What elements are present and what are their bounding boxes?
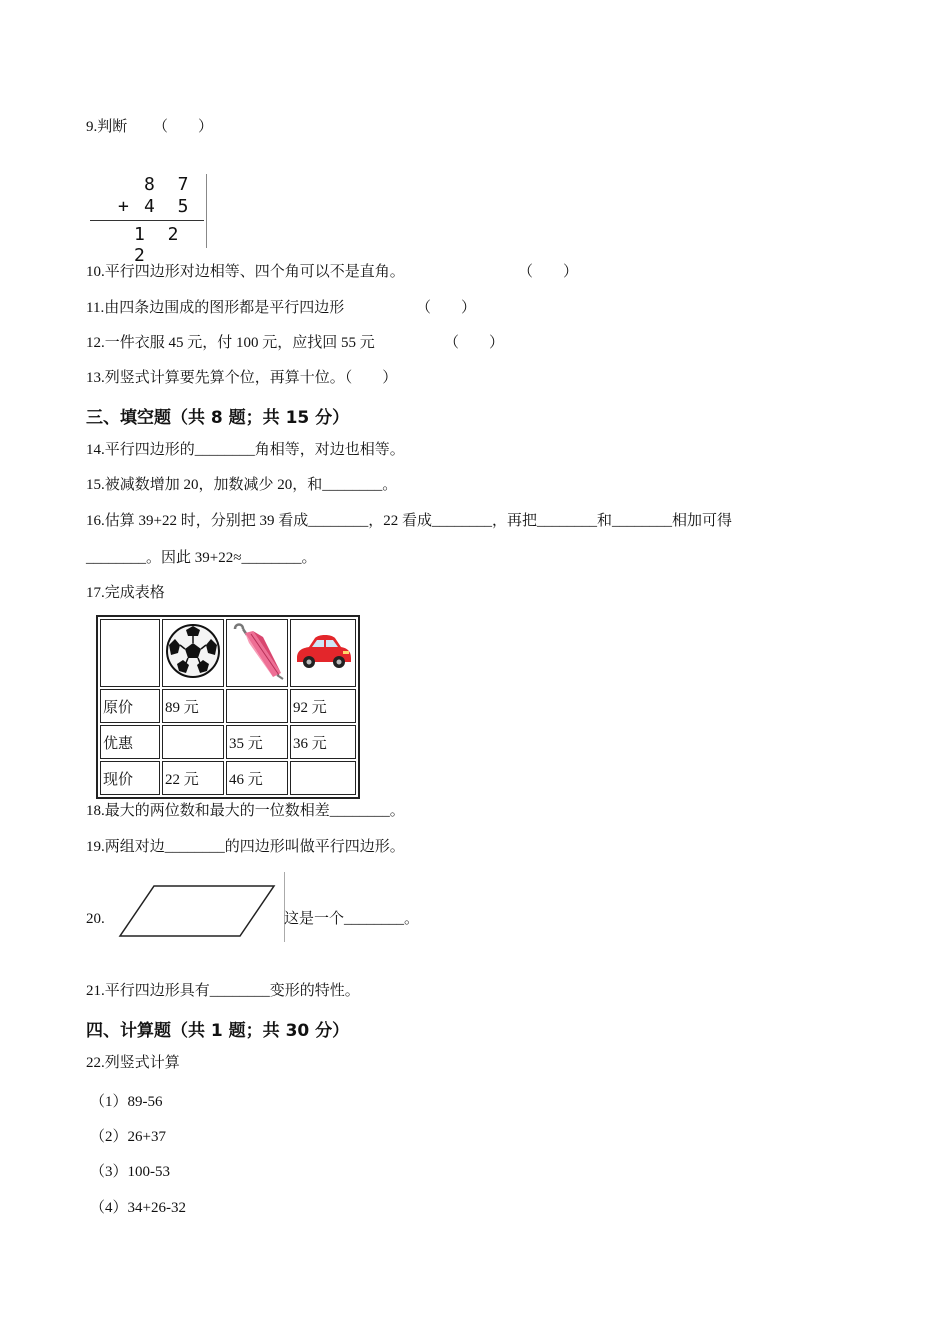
price-table-image-row bbox=[100, 619, 356, 687]
q10-line bbox=[86, 262, 579, 282]
parallelogram-shape bbox=[116, 872, 284, 942]
umbrella-icon bbox=[229, 621, 285, 681]
q11-text: 11.由四条边围成的图形都是平行四边形 bbox=[86, 300, 345, 316]
q12-line bbox=[86, 333, 505, 353]
q22-item-4: （4）34+26-32 bbox=[90, 1200, 186, 1216]
cell-umbrella-original[interactable] bbox=[226, 689, 288, 723]
q9-vertical-calculation bbox=[86, 174, 207, 266]
q20-figure bbox=[116, 872, 285, 942]
q9-answer-paren[interactable]: （ ） bbox=[153, 119, 214, 135]
cell-car-current[interactable] bbox=[290, 761, 356, 795]
q20-number: 20. bbox=[86, 911, 105, 927]
q9-line bbox=[86, 117, 213, 137]
row-label-discount: 优惠 bbox=[100, 725, 160, 759]
q17-text: 17.完成表格 bbox=[86, 585, 165, 601]
q22-text: 22.列竖式计算 bbox=[86, 1055, 180, 1071]
q10-answer-paren[interactable]: （ ） bbox=[518, 264, 579, 280]
q14-text: 14.平行四边形的________角相等，对边也相等。 bbox=[86, 442, 405, 458]
calc-operator: + bbox=[118, 196, 135, 217]
calc-addend-2: 4 5 bbox=[144, 196, 195, 217]
cell-car-discount: 36 元 bbox=[290, 725, 356, 759]
price-table-row-original bbox=[100, 689, 356, 723]
q16-text-line2: ________。因此 39+22≈________。 bbox=[86, 550, 317, 566]
q22-item-1: （1）89-56 bbox=[90, 1094, 163, 1110]
row-label-current-price: 现价 bbox=[100, 761, 160, 795]
section-3-heading: 三、填空题（共 8 题；共 15 分） bbox=[86, 408, 350, 428]
q15-text: 15.被减数增加 20，加数减少 20，和________。 bbox=[86, 477, 398, 493]
cell-ball-discount[interactable] bbox=[162, 725, 224, 759]
q11-line bbox=[86, 298, 477, 318]
calc-addend-1: 8 7 bbox=[144, 174, 195, 195]
q12-answer-paren[interactable]: （ ） bbox=[444, 335, 505, 351]
soccer-ball-cell bbox=[162, 619, 224, 687]
price-table-row-current bbox=[100, 761, 356, 795]
calc-result: 1 2 2 bbox=[134, 224, 185, 266]
cell-ball-original: 89 元 bbox=[162, 689, 224, 723]
q9-label: 9.判断 bbox=[86, 119, 128, 135]
q12-text: 12.一件衣服 45 元，付 100 元，应找回 55 元 bbox=[86, 335, 375, 351]
row-label-original-price: 原价 bbox=[100, 689, 160, 723]
price-table-corner-cell bbox=[100, 619, 160, 687]
q16-text-line1: 16.估算 39+22 时，分别把 39 看成________，22 看成________，再把________和________相加可得 bbox=[86, 513, 732, 529]
toy-car-cell bbox=[290, 619, 356, 687]
q10-text: 10.平行四边形对边相等、四个角可以不是直角。 bbox=[86, 264, 405, 280]
q22-item-2: （2）26+37 bbox=[90, 1129, 166, 1145]
q13-text: 13.列竖式计算要先算个位，再算十位。（ ） bbox=[86, 370, 398, 386]
cell-umbrella-current: 46 元 bbox=[226, 761, 288, 795]
section-4-heading: 四、计算题（共 1 题；共 30 分） bbox=[86, 1021, 350, 1041]
cell-ball-current: 22 元 bbox=[162, 761, 224, 795]
umbrella-cell bbox=[226, 619, 288, 687]
cell-car-original: 92 元 bbox=[290, 689, 356, 723]
price-table bbox=[96, 615, 360, 799]
q11-answer-paren[interactable]: （ ） bbox=[416, 300, 477, 316]
cell-umbrella-discount: 35 元 bbox=[226, 725, 288, 759]
q22-item-3: （3）100-53 bbox=[90, 1164, 170, 1180]
calc-rule bbox=[90, 220, 204, 221]
q18-text: 18.最大的两位数和最大的一位数相差________。 bbox=[86, 803, 405, 819]
q19-text: 19.两组对边________的四边形叫做平行四边形。 bbox=[86, 839, 405, 855]
q21-text: 21.平行四边形具有________变形的特性。 bbox=[86, 983, 360, 999]
q20-text: 这是一个________。 bbox=[284, 911, 420, 927]
soccer-ball-icon bbox=[165, 623, 221, 679]
toy-car-icon bbox=[293, 628, 353, 674]
price-table-row-discount bbox=[100, 725, 356, 759]
